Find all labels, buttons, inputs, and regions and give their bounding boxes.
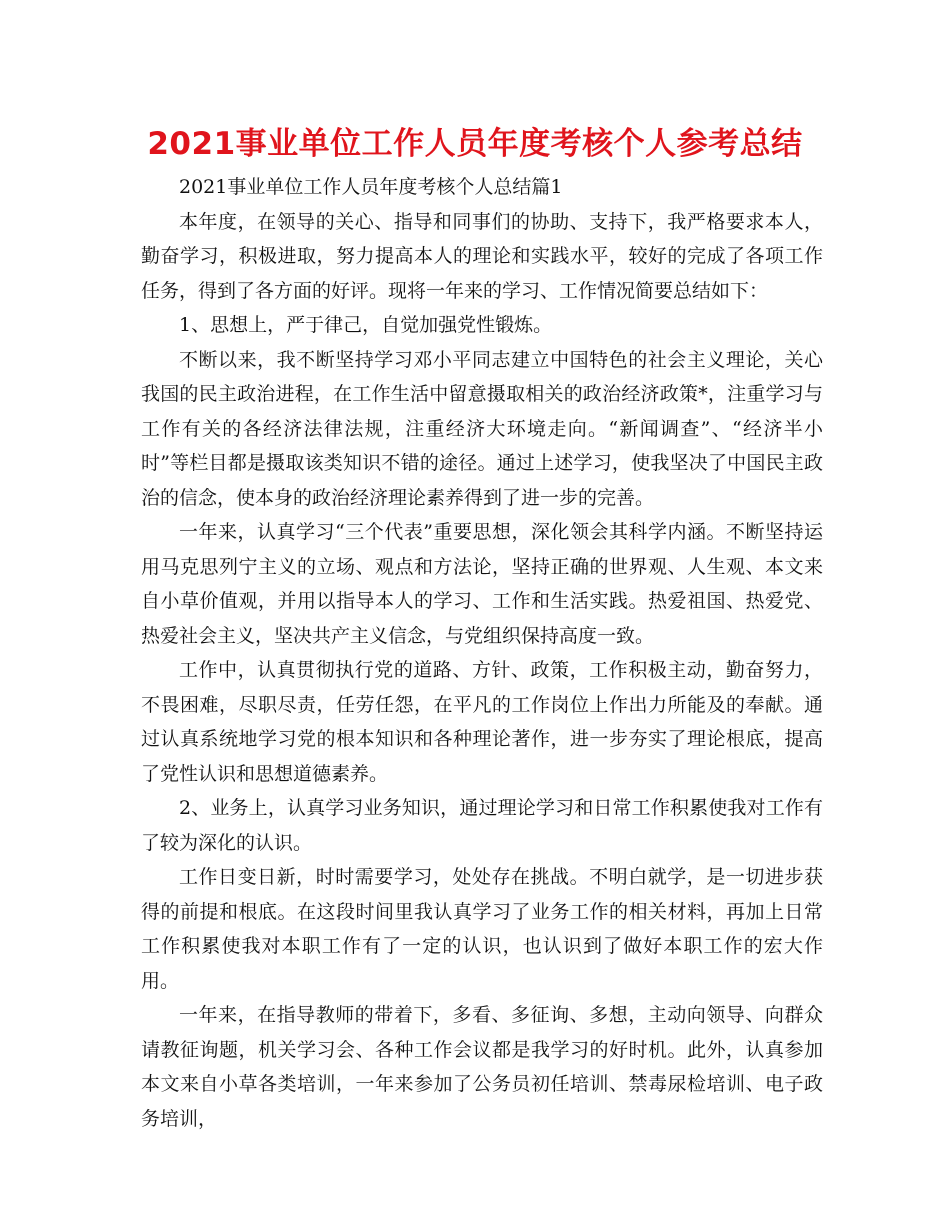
- subtitle-paragraph: 2021事业单位工作人员年度考核个人总结篇1: [179, 176, 563, 198]
- body-paragraph: 不断以来，我不断坚持学习邓小平同志建立中国特色的社会主义理论，关心我国的民主政治进程，在工作生活中留意摄取相关的政治经济政策*，注重学习与工作有关的各经济法律法规，注重经济大环境走向。“新闻调查”、“经济半小时”等栏目都是摄取该类知识不错的途径。通过上述学习，使我坚决了中国民主政治的信念，使本身的政治经济理论素养得到了进一步的完善。: [141, 348, 823, 509]
- section-heading-2: 2、业务上，认真学习业务知识，通过理论学习和日常工作积累使我对工作有了较为深化的认识。: [141, 797, 823, 854]
- intro-paragraph: 本年度，在领导的关心、指导和同事们的协助、支持下，我严格要求本人，勤奋学习，积极进取，努力提高本人的理论和实践水平，较好的完成了各项工作任务，得到了各方面的好评。现将一年来的学习、工作情况简要总结如下：: [141, 210, 823, 302]
- document-body: [141, 170, 823, 1136]
- body-paragraph: 一年来，在指导教师的带着下，多看、多征询、多想，主动向领导、向群众请教征询题，机关学习会、各种工作会议都是我学习的好时机。此外，认真参加本文来自小草各类培训，一年来参加了公务员初任培训、禁毒尿检培训、电子政务培训，: [141, 1004, 823, 1130]
- section-heading-1: 1、思想上，严于律己，自觉加强党性锻炼。: [179, 314, 553, 336]
- body-paragraph: 工作日变日新，时时需要学习，处处存在挑战。不明白就学，是一切进步获得的前提和根底。在这段时间里我认真学习了业务工作的相关材料，再加上日常工作积累使我对本职工作有了一定的认识，也认识到了做好本职工作的宏大作用。: [141, 866, 823, 992]
- body-paragraph: 工作中，认真贯彻执行党的道路、方针、政策，工作积极主动，勤奋努力，不畏困难，尽职尽责，任劳任怨，在平凡的工作岗位上作出力所能及的奉献。通过认真系统地学习党的根本知识和各种理论著作，进一步夯实了理论根底，提高了党性认识和思想道德素养。: [141, 659, 823, 785]
- body-paragraph: 一年来，认真学习“三个代表”重要思想，深化领会其科学内涵。不断坚持运用马克思列宁主义的立场、观点和方法论，坚持正确的世界观、人生观、本文来自小草价值观，并用以指导本人的学习、工作和生活实践。热爱祖国、热爱党、热爱社会主义，坚决共产主义信念，与党组织保持高度一致。: [141, 521, 823, 647]
- document-title: 2021事业单位工作人员年度考核个人参考总结: [147, 126, 803, 162]
